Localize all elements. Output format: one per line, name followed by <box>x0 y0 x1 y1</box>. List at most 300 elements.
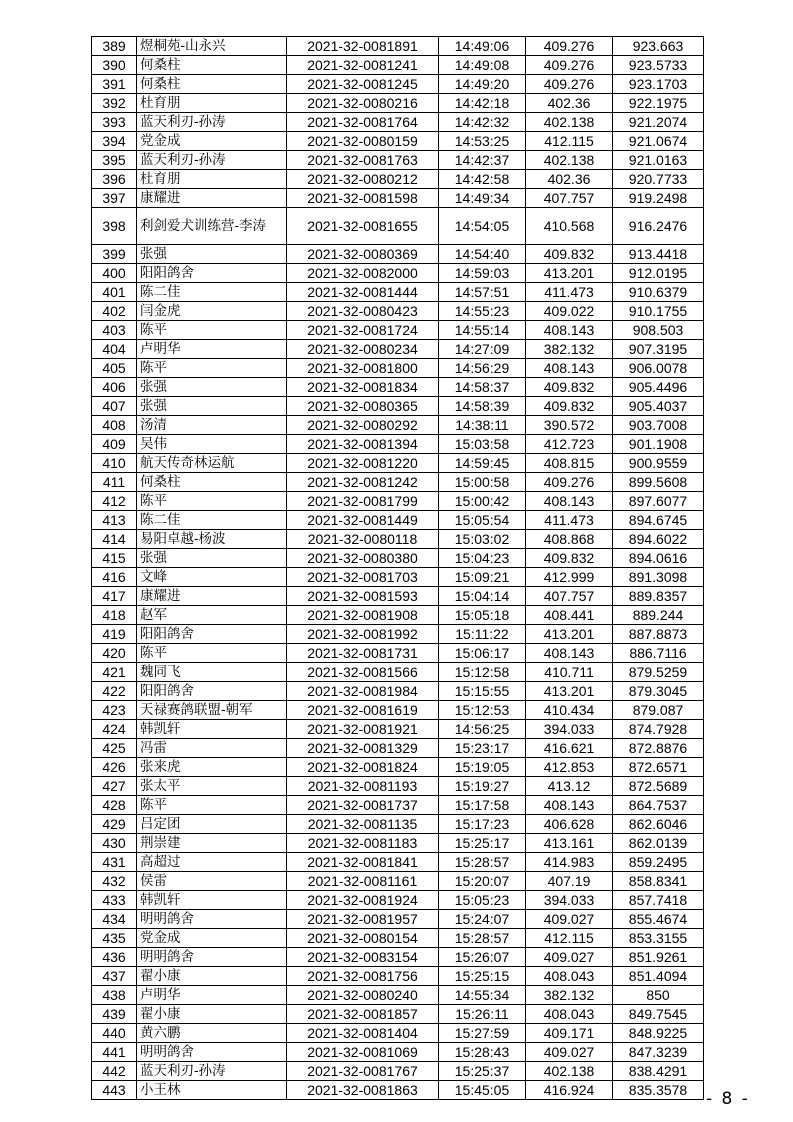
speed-cell: 906.0078 <box>613 359 704 378</box>
speed-cell: 850 <box>613 986 704 1005</box>
table-row <box>92 872 704 891</box>
name-cell: 文峰 <box>137 568 287 587</box>
name-cell: 张强 <box>137 378 287 397</box>
speed-cell: 855.4674 <box>613 910 704 929</box>
distance-cell: 409.027 <box>526 948 613 967</box>
name-cell: 陈平 <box>137 321 287 340</box>
name-cell: 阳阳鸽舍 <box>137 625 287 644</box>
rank-cell: 395 <box>92 151 137 170</box>
arrival-time-cell: 14:57:51 <box>439 283 526 302</box>
table-row <box>92 492 704 511</box>
table-row <box>92 283 704 302</box>
table-row <box>92 245 704 264</box>
arrival-time-cell: 15:25:37 <box>439 1062 526 1081</box>
rank-cell: 407 <box>92 397 137 416</box>
arrival-time-cell: 14:42:37 <box>439 151 526 170</box>
speed-cell: 894.6745 <box>613 511 704 530</box>
arrival-time-cell: 14:27:09 <box>439 340 526 359</box>
distance-cell: 409.276 <box>526 37 613 56</box>
ring-number-cell: 2021-32-0081220 <box>287 454 439 473</box>
speed-cell: 923.5733 <box>613 56 704 75</box>
table-row <box>92 473 704 492</box>
speed-cell: 874.7928 <box>613 720 704 739</box>
speed-cell: 862.0139 <box>613 834 704 853</box>
speed-cell: 838.4291 <box>613 1062 704 1081</box>
rank-cell: 420 <box>92 644 137 663</box>
rank-cell: 392 <box>92 94 137 113</box>
table-row <box>92 701 704 720</box>
name-cell: 康耀进 <box>137 587 287 606</box>
table-row <box>92 208 704 245</box>
rank-cell: 399 <box>92 245 137 264</box>
speed-cell: 849.7545 <box>613 1005 704 1024</box>
rank-cell: 408 <box>92 416 137 435</box>
speed-cell: 835.3578 <box>613 1081 704 1100</box>
rank-cell: 435 <box>92 929 137 948</box>
rank-cell: 413 <box>92 511 137 530</box>
ring-number-cell: 2021-32-0081161 <box>287 872 439 891</box>
distance-cell: 414.983 <box>526 853 613 872</box>
ring-number-cell: 2021-32-0081863 <box>287 1081 439 1100</box>
name-cell: 张强 <box>137 397 287 416</box>
distance-cell: 409.832 <box>526 245 613 264</box>
distance-cell: 408.143 <box>526 796 613 815</box>
speed-cell: 919.2498 <box>613 189 704 208</box>
distance-cell: 413.161 <box>526 834 613 853</box>
distance-cell: 409.832 <box>526 378 613 397</box>
rank-cell: 400 <box>92 264 137 283</box>
rank-cell: 405 <box>92 359 137 378</box>
rank-cell: 389 <box>92 37 137 56</box>
distance-cell: 409.276 <box>526 56 613 75</box>
distance-cell: 382.132 <box>526 340 613 359</box>
arrival-time-cell: 15:00:42 <box>439 492 526 511</box>
ring-number-cell: 2021-32-0081924 <box>287 891 439 910</box>
arrival-time-cell: 14:38:11 <box>439 416 526 435</box>
table-row <box>92 929 704 948</box>
rank-cell: 436 <box>92 948 137 967</box>
table-row <box>92 530 704 549</box>
ring-number-cell: 2021-32-0081183 <box>287 834 439 853</box>
ring-number-cell: 2021-32-0081957 <box>287 910 439 929</box>
ring-number-cell: 2021-32-0081767 <box>287 1062 439 1081</box>
ring-number-cell: 2021-32-0083154 <box>287 948 439 967</box>
distance-cell: 412.999 <box>526 568 613 587</box>
speed-cell: 864.7537 <box>613 796 704 815</box>
name-cell: 吴伟 <box>137 435 287 454</box>
arrival-time-cell: 15:00:58 <box>439 473 526 492</box>
speed-cell: 872.5689 <box>613 777 704 796</box>
arrival-time-cell: 14:49:20 <box>439 75 526 94</box>
table-row <box>92 777 704 796</box>
table-row <box>92 720 704 739</box>
ring-number-cell: 2021-32-0080423 <box>287 302 439 321</box>
arrival-time-cell: 14:42:58 <box>439 170 526 189</box>
speed-cell: 921.2074 <box>613 113 704 132</box>
name-cell: 黄六鹏 <box>137 1024 287 1043</box>
name-cell: 利剑爱犬训练营-李涛 <box>137 208 287 245</box>
speed-cell: 900.9559 <box>613 454 704 473</box>
name-cell: 陈二佳 <box>137 511 287 530</box>
table-row <box>92 948 704 967</box>
rank-cell: 442 <box>92 1062 137 1081</box>
table-row <box>92 151 704 170</box>
distance-cell: 408.143 <box>526 321 613 340</box>
table-row <box>92 113 704 132</box>
distance-cell: 410.711 <box>526 663 613 682</box>
rank-cell: 397 <box>92 189 137 208</box>
name-cell: 明明鸽舍 <box>137 948 287 967</box>
distance-cell: 416.924 <box>526 1081 613 1100</box>
name-cell: 张来虎 <box>137 758 287 777</box>
rank-cell: 430 <box>92 834 137 853</box>
distance-cell: 409.022 <box>526 302 613 321</box>
ring-number-cell: 2021-32-0081193 <box>287 777 439 796</box>
speed-cell: 879.087 <box>613 701 704 720</box>
distance-cell: 409.027 <box>526 1043 613 1062</box>
speed-cell: 853.3155 <box>613 929 704 948</box>
table-row <box>92 1024 704 1043</box>
rank-cell: 425 <box>92 739 137 758</box>
ring-number-cell: 2021-32-0081069 <box>287 1043 439 1062</box>
distance-cell: 412.853 <box>526 758 613 777</box>
speed-cell: 899.5608 <box>613 473 704 492</box>
speed-cell: 912.0195 <box>613 264 704 283</box>
table-row <box>92 1005 704 1024</box>
arrival-time-cell: 15:27:59 <box>439 1024 526 1043</box>
table-row <box>92 606 704 625</box>
arrival-time-cell: 15:04:23 <box>439 549 526 568</box>
distance-cell: 407.757 <box>526 189 613 208</box>
distance-cell: 413.201 <box>526 264 613 283</box>
speed-cell: 887.8873 <box>613 625 704 644</box>
rank-cell: 429 <box>92 815 137 834</box>
distance-cell: 402.138 <box>526 113 613 132</box>
ring-number-cell: 2021-32-0081891 <box>287 37 439 56</box>
arrival-time-cell: 14:54:05 <box>439 208 526 245</box>
ring-number-cell: 2021-32-0081449 <box>287 511 439 530</box>
rank-cell: 438 <box>92 986 137 1005</box>
arrival-time-cell: 14:58:39 <box>439 397 526 416</box>
rank-cell: 394 <box>92 132 137 151</box>
speed-cell: 851.9261 <box>613 948 704 967</box>
name-cell: 翟小康 <box>137 1005 287 1024</box>
table-row <box>92 739 704 758</box>
speed-cell: 905.4496 <box>613 378 704 397</box>
ring-number-cell: 2021-32-0081764 <box>287 113 439 132</box>
arrival-time-cell: 14:55:34 <box>439 986 526 1005</box>
results-table <box>91 36 704 1100</box>
ring-number-cell: 2021-32-0081394 <box>287 435 439 454</box>
name-cell: 闫金虎 <box>137 302 287 321</box>
ring-number-cell: 2021-32-0080216 <box>287 94 439 113</box>
name-cell: 何桑柱 <box>137 56 287 75</box>
rank-cell: 398 <box>92 208 137 245</box>
rank-cell: 421 <box>92 663 137 682</box>
ring-number-cell: 2021-32-0081242 <box>287 473 439 492</box>
table-row <box>92 189 704 208</box>
distance-cell: 408.043 <box>526 1005 613 1024</box>
table-row <box>92 891 704 910</box>
arrival-time-cell: 14:59:03 <box>439 264 526 283</box>
name-cell: 冯雷 <box>137 739 287 758</box>
name-cell: 魏同飞 <box>137 663 287 682</box>
arrival-time-cell: 15:09:21 <box>439 568 526 587</box>
rank-cell: 410 <box>92 454 137 473</box>
speed-cell: 910.1755 <box>613 302 704 321</box>
rank-cell: 439 <box>92 1005 137 1024</box>
name-cell: 陈平 <box>137 492 287 511</box>
rank-cell: 426 <box>92 758 137 777</box>
rank-cell: 393 <box>92 113 137 132</box>
distance-cell: 408.143 <box>526 359 613 378</box>
rank-cell: 440 <box>92 1024 137 1043</box>
rank-cell: 443 <box>92 1081 137 1100</box>
table-row <box>92 796 704 815</box>
arrival-time-cell: 15:17:58 <box>439 796 526 815</box>
table-row <box>92 1081 704 1100</box>
ring-number-cell: 2021-32-0080292 <box>287 416 439 435</box>
table-row <box>92 132 704 151</box>
table-row <box>92 625 704 644</box>
speed-cell: 894.6022 <box>613 530 704 549</box>
arrival-time-cell: 15:26:07 <box>439 948 526 967</box>
arrival-time-cell: 14:42:18 <box>439 94 526 113</box>
table-row <box>92 1062 704 1081</box>
table-row <box>92 682 704 701</box>
table-row <box>92 758 704 777</box>
ring-number-cell: 2021-32-0081984 <box>287 682 439 701</box>
speed-cell: 879.5259 <box>613 663 704 682</box>
name-cell: 高超过 <box>137 853 287 872</box>
table-row <box>92 549 704 568</box>
ring-number-cell: 2021-32-0080159 <box>287 132 439 151</box>
name-cell: 杜育朋 <box>137 94 287 113</box>
rank-cell: 414 <box>92 530 137 549</box>
distance-cell: 407.757 <box>526 587 613 606</box>
rank-cell: 433 <box>92 891 137 910</box>
distance-cell: 409.276 <box>526 473 613 492</box>
name-cell: 赵军 <box>137 606 287 625</box>
ring-number-cell: 2021-32-0081857 <box>287 1005 439 1024</box>
distance-cell: 412.115 <box>526 132 613 151</box>
rank-cell: 432 <box>92 872 137 891</box>
ring-number-cell: 2021-32-0080380 <box>287 549 439 568</box>
ring-number-cell: 2021-32-0081824 <box>287 758 439 777</box>
page-number: - 8 - <box>706 1089 750 1109</box>
arrival-time-cell: 15:05:23 <box>439 891 526 910</box>
distance-cell: 407.19 <box>526 872 613 891</box>
ring-number-cell: 2021-32-0081834 <box>287 378 439 397</box>
name-cell: 侯雷 <box>137 872 287 891</box>
speed-cell: 923.1703 <box>613 75 704 94</box>
rank-cell: 437 <box>92 967 137 986</box>
speed-cell: 872.6571 <box>613 758 704 777</box>
table-row <box>92 170 704 189</box>
name-cell: 翟小康 <box>137 967 287 986</box>
rank-cell: 428 <box>92 796 137 815</box>
speed-cell: 851.4094 <box>613 967 704 986</box>
speed-cell: 889.8357 <box>613 587 704 606</box>
speed-cell: 901.1908 <box>613 435 704 454</box>
arrival-time-cell: 14:49:08 <box>439 56 526 75</box>
table-row <box>92 75 704 94</box>
name-cell: 韩凯轩 <box>137 891 287 910</box>
rank-cell: 415 <box>92 549 137 568</box>
arrival-time-cell: 15:05:54 <box>439 511 526 530</box>
ring-number-cell: 2021-32-0081756 <box>287 967 439 986</box>
arrival-time-cell: 14:59:45 <box>439 454 526 473</box>
table-row <box>92 416 704 435</box>
speed-cell: 916.2476 <box>613 208 704 245</box>
arrival-time-cell: 15:06:17 <box>439 644 526 663</box>
ring-number-cell: 2021-32-0080212 <box>287 170 439 189</box>
arrival-time-cell: 14:56:29 <box>439 359 526 378</box>
table-row <box>92 37 704 56</box>
arrival-time-cell: 15:03:02 <box>439 530 526 549</box>
rank-cell: 424 <box>92 720 137 739</box>
arrival-time-cell: 15:03:58 <box>439 435 526 454</box>
ring-number-cell: 2021-32-0081135 <box>287 815 439 834</box>
name-cell: 小王林 <box>137 1081 287 1100</box>
ring-number-cell: 2021-32-0080365 <box>287 397 439 416</box>
distance-cell: 413.201 <box>526 625 613 644</box>
distance-cell: 408.815 <box>526 454 613 473</box>
distance-cell: 410.434 <box>526 701 613 720</box>
rank-cell: 401 <box>92 283 137 302</box>
arrival-time-cell: 14:49:06 <box>439 37 526 56</box>
rank-cell: 409 <box>92 435 137 454</box>
table-row <box>92 1043 704 1062</box>
table-row <box>92 321 704 340</box>
distance-cell: 408.043 <box>526 967 613 986</box>
arrival-time-cell: 15:12:53 <box>439 701 526 720</box>
distance-cell: 402.36 <box>526 170 613 189</box>
name-cell: 荆崇建 <box>137 834 287 853</box>
speed-cell: 858.8341 <box>613 872 704 891</box>
table-row <box>92 378 704 397</box>
arrival-time-cell: 15:15:55 <box>439 682 526 701</box>
speed-cell: 903.7008 <box>613 416 704 435</box>
distance-cell: 408.143 <box>526 492 613 511</box>
name-cell: 卢明华 <box>137 340 287 359</box>
table-row <box>92 435 704 454</box>
name-cell: 张太平 <box>137 777 287 796</box>
distance-cell: 408.868 <box>526 530 613 549</box>
name-cell: 张强 <box>137 245 287 264</box>
distance-cell: 416.621 <box>526 739 613 758</box>
name-cell: 阳阳鸽舍 <box>137 682 287 701</box>
table-row <box>92 264 704 283</box>
arrival-time-cell: 15:25:17 <box>439 834 526 853</box>
speed-cell: 894.0616 <box>613 549 704 568</box>
table-row <box>92 910 704 929</box>
table-row <box>92 834 704 853</box>
arrival-time-cell: 15:17:23 <box>439 815 526 834</box>
name-cell: 何桑柱 <box>137 473 287 492</box>
speed-cell: 897.6077 <box>613 492 704 511</box>
speed-cell: 879.3045 <box>613 682 704 701</box>
speed-cell: 910.6379 <box>613 283 704 302</box>
distance-cell: 402.138 <box>526 151 613 170</box>
distance-cell: 394.033 <box>526 891 613 910</box>
rank-cell: 404 <box>92 340 137 359</box>
arrival-time-cell: 15:23:17 <box>439 739 526 758</box>
arrival-time-cell: 14:56:25 <box>439 720 526 739</box>
arrival-time-cell: 14:54:40 <box>439 245 526 264</box>
table-row <box>92 511 704 530</box>
rank-cell: 416 <box>92 568 137 587</box>
distance-cell: 402.36 <box>526 94 613 113</box>
ring-number-cell: 2021-32-0080154 <box>287 929 439 948</box>
ring-number-cell: 2021-32-0081703 <box>287 568 439 587</box>
results-table-body <box>92 37 704 1100</box>
ring-number-cell: 2021-32-0081724 <box>287 321 439 340</box>
table-row <box>92 663 704 682</box>
ring-number-cell: 2021-32-0081921 <box>287 720 439 739</box>
name-cell: 陈二佳 <box>137 283 287 302</box>
speed-cell: 913.4418 <box>613 245 704 264</box>
speed-cell: 905.4037 <box>613 397 704 416</box>
distance-cell: 390.572 <box>526 416 613 435</box>
speed-cell: 862.6046 <box>613 815 704 834</box>
speed-cell: 847.3239 <box>613 1043 704 1062</box>
distance-cell: 412.115 <box>526 929 613 948</box>
rank-cell: 431 <box>92 853 137 872</box>
name-cell: 康耀进 <box>137 189 287 208</box>
table-row <box>92 967 704 986</box>
name-cell: 党金成 <box>137 929 287 948</box>
name-cell: 天禄赛鸽联盟-朝军 <box>137 701 287 720</box>
table-row <box>92 56 704 75</box>
distance-cell: 410.568 <box>526 208 613 245</box>
ring-number-cell: 2021-32-0081800 <box>287 359 439 378</box>
rank-cell: 390 <box>92 56 137 75</box>
ring-number-cell: 2021-32-0080240 <box>287 986 439 1005</box>
table-row <box>92 397 704 416</box>
name-cell: 汤清 <box>137 416 287 435</box>
name-cell: 何桑柱 <box>137 75 287 94</box>
distance-cell: 402.138 <box>526 1062 613 1081</box>
rank-cell: 406 <box>92 378 137 397</box>
distance-cell: 409.027 <box>526 910 613 929</box>
name-cell: 蓝天利刃-孙涛 <box>137 1062 287 1081</box>
rank-cell: 412 <box>92 492 137 511</box>
arrival-time-cell: 15:04:14 <box>439 587 526 606</box>
rank-cell: 434 <box>92 910 137 929</box>
ring-number-cell: 2021-32-0081655 <box>287 208 439 245</box>
table-row <box>92 986 704 1005</box>
name-cell: 航天传奇林运航 <box>137 454 287 473</box>
arrival-time-cell: 15:19:05 <box>439 758 526 777</box>
rank-cell: 441 <box>92 1043 137 1062</box>
name-cell: 易阳卓越-杨波 <box>137 530 287 549</box>
rank-cell: 396 <box>92 170 137 189</box>
table-row <box>92 568 704 587</box>
name-cell: 党金成 <box>137 132 287 151</box>
ring-number-cell: 2021-32-0081598 <box>287 189 439 208</box>
distance-cell: 411.473 <box>526 283 613 302</box>
ring-number-cell: 2021-32-0080118 <box>287 530 439 549</box>
distance-cell: 413.201 <box>526 682 613 701</box>
name-cell: 明明鸽舍 <box>137 910 287 929</box>
ring-number-cell: 2021-32-0081737 <box>287 796 439 815</box>
name-cell: 张强 <box>137 549 287 568</box>
speed-cell: 920.7733 <box>613 170 704 189</box>
table-row <box>92 340 704 359</box>
speed-cell: 848.9225 <box>613 1024 704 1043</box>
speed-cell: 908.503 <box>613 321 704 340</box>
